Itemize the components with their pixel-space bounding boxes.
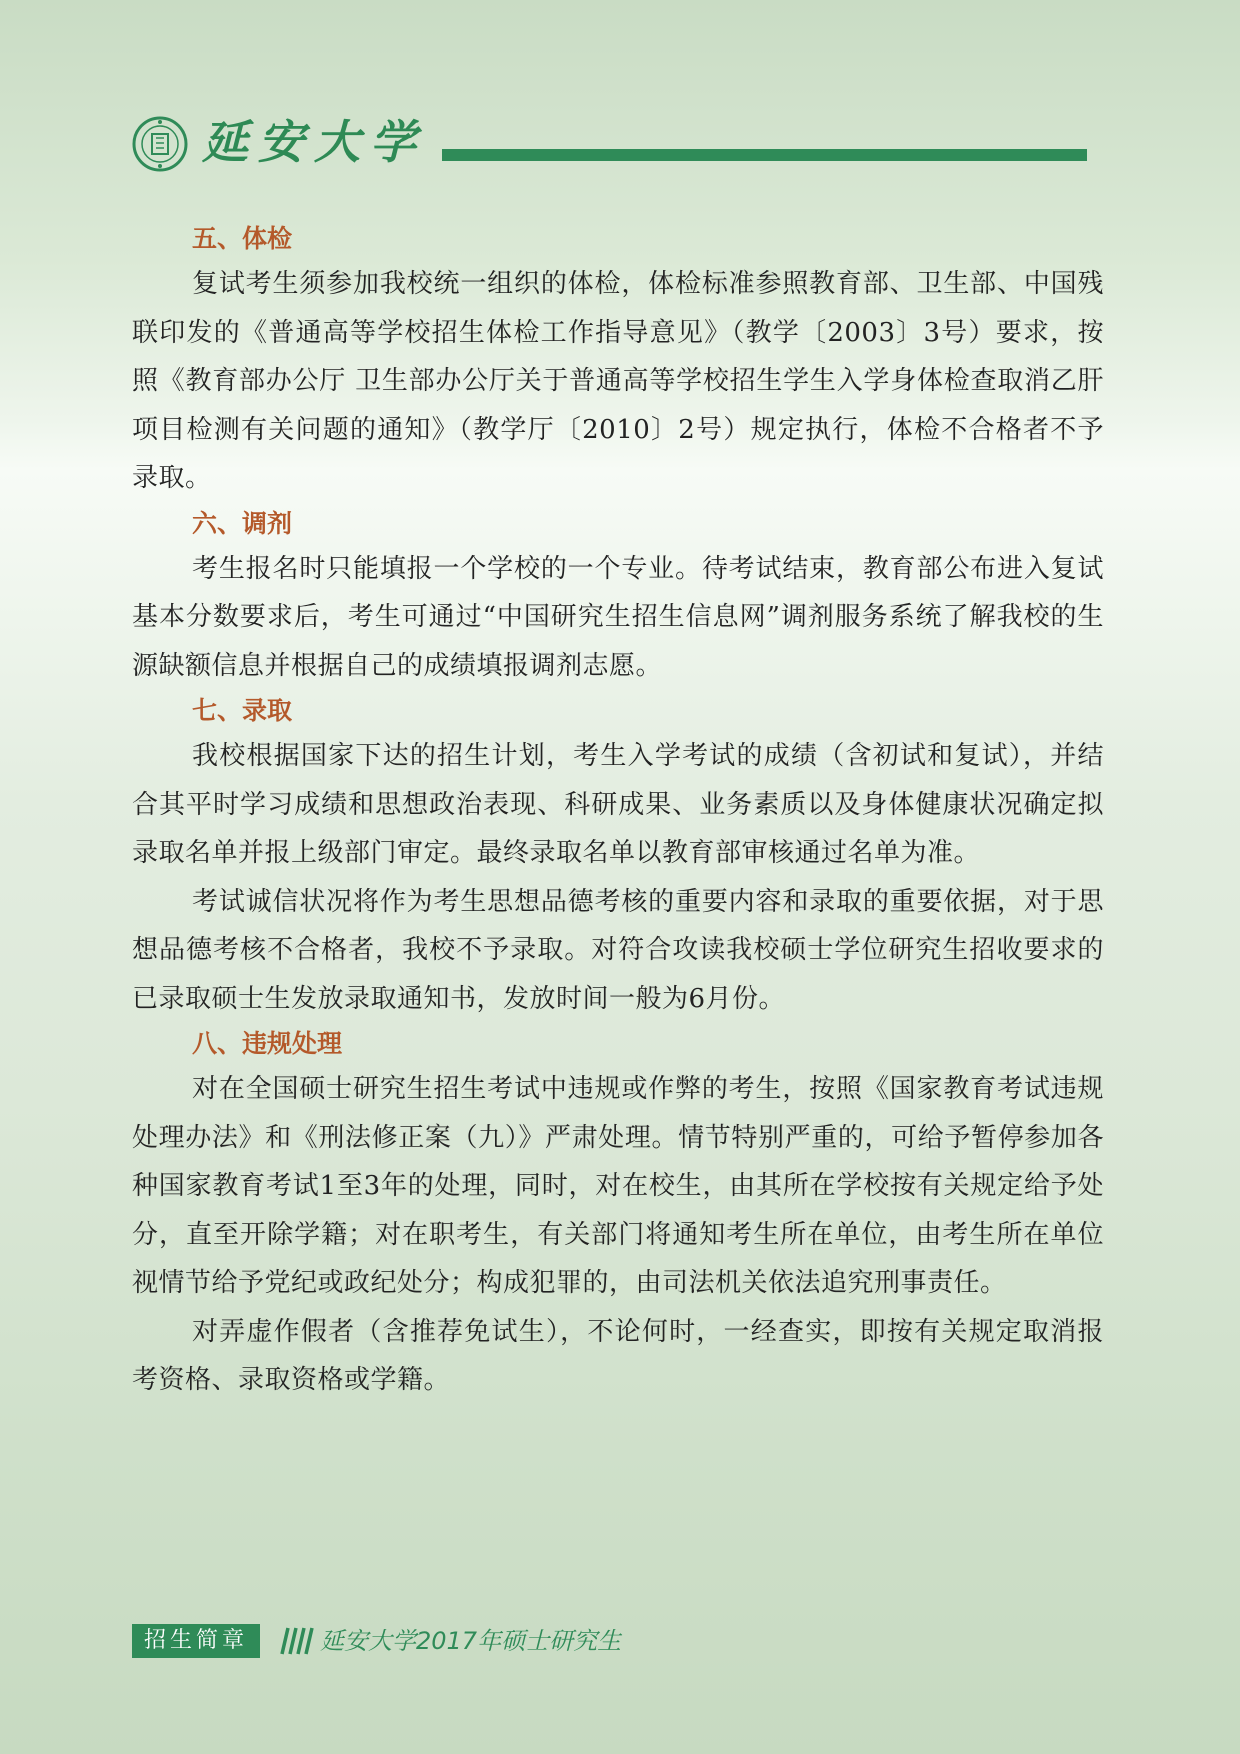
section-title: 八、违规处理 xyxy=(192,1029,343,1058)
section-adjustment xyxy=(132,503,1104,691)
section-title: 六、调剂 xyxy=(192,508,293,538)
footer-subtitle: 延安大学2017年硕士研究生 xyxy=(320,1627,622,1655)
page-footer xyxy=(132,1624,692,1658)
paragraph: 对在全国硕士研究生招生考试中违规或作弊的考生，按照《国家教育考试违规处理办法》和《刑法修正案（九）》严肃处理。情节特别严重的，可给予暂停参加各种国家教育考试1至3年的处理，同时，对在校生，由其所在学校按有关规定给予处分，直至开除学籍；对在职考生，有关部门将通知考生所在单位，由考生所在单位视情节给予党纪或政纪处分；构成犯罪的，由司法机关依法追究刑事责任。 xyxy=(132,1074,1104,1298)
section-violation-handling xyxy=(132,1023,1104,1405)
section-title: 七、录取 xyxy=(192,696,293,725)
section-admission xyxy=(132,690,1104,1023)
university-name: 延安大学 xyxy=(202,115,426,169)
page-header xyxy=(132,112,1087,172)
paragraph: 考试诚信状况将作为考生思想品德考核的重要内容和录取的重要依据，对于思想品德考核不合格者，我校不予录取。对符合攻读我校硕士学位研究生招收要求的已录取硕士生发放录取通知书，发放时间一般为6月份。 xyxy=(132,886,1104,1014)
main-content xyxy=(132,218,1104,1405)
paragraph: 考生报名时只能填报一个学校的一个专业。待考试结束，教育部公布进入复试基本分数要求后，考生可通过“中国研究生招生信息网”调剂服务系统了解我校的生源缺额信息并根据自己的成绩填报调剂志愿。 xyxy=(132,553,1104,681)
section-physical-exam xyxy=(132,218,1104,503)
paragraph: 对弄虚作假者（含推荐免试生），不论何时，一经查实，即按有关规定取消报考资格、录取资格或学籍。 xyxy=(132,1316,1104,1395)
footer-label: 招生简章 xyxy=(132,1624,260,1658)
header-divider-bar xyxy=(442,149,1087,161)
section-title: 五、体检 xyxy=(192,224,293,253)
slash-decoration-icon xyxy=(272,1626,318,1656)
university-seal-icon xyxy=(132,116,188,172)
paragraph: 复试考生须参加我校统一组织的体检，体检标准参照教育部、卫生部、中国残联印发的《普通高等学校招生体检工作指导意见》（教学〔2003〕3号）要求，按照《教育部办公厅 卫生部办公厅关于普通高等学校招生学生入学身体检查取消乙肝项目检测有关问题的通知》（教学厅〔2010〕2号）规定执行，体检不合格者不予录取。 xyxy=(132,269,1104,493)
paragraph: 我校根据国家下达的招生计划，考生入学考试的成绩（含初试和复试），并结合其平时学习成绩和思想政治表现、科研成果、业务素质以及身体健康状况确定拟录取名单并报上级部门审定。最终录取名单以教育部审核通过名单为准。 xyxy=(132,741,1104,868)
